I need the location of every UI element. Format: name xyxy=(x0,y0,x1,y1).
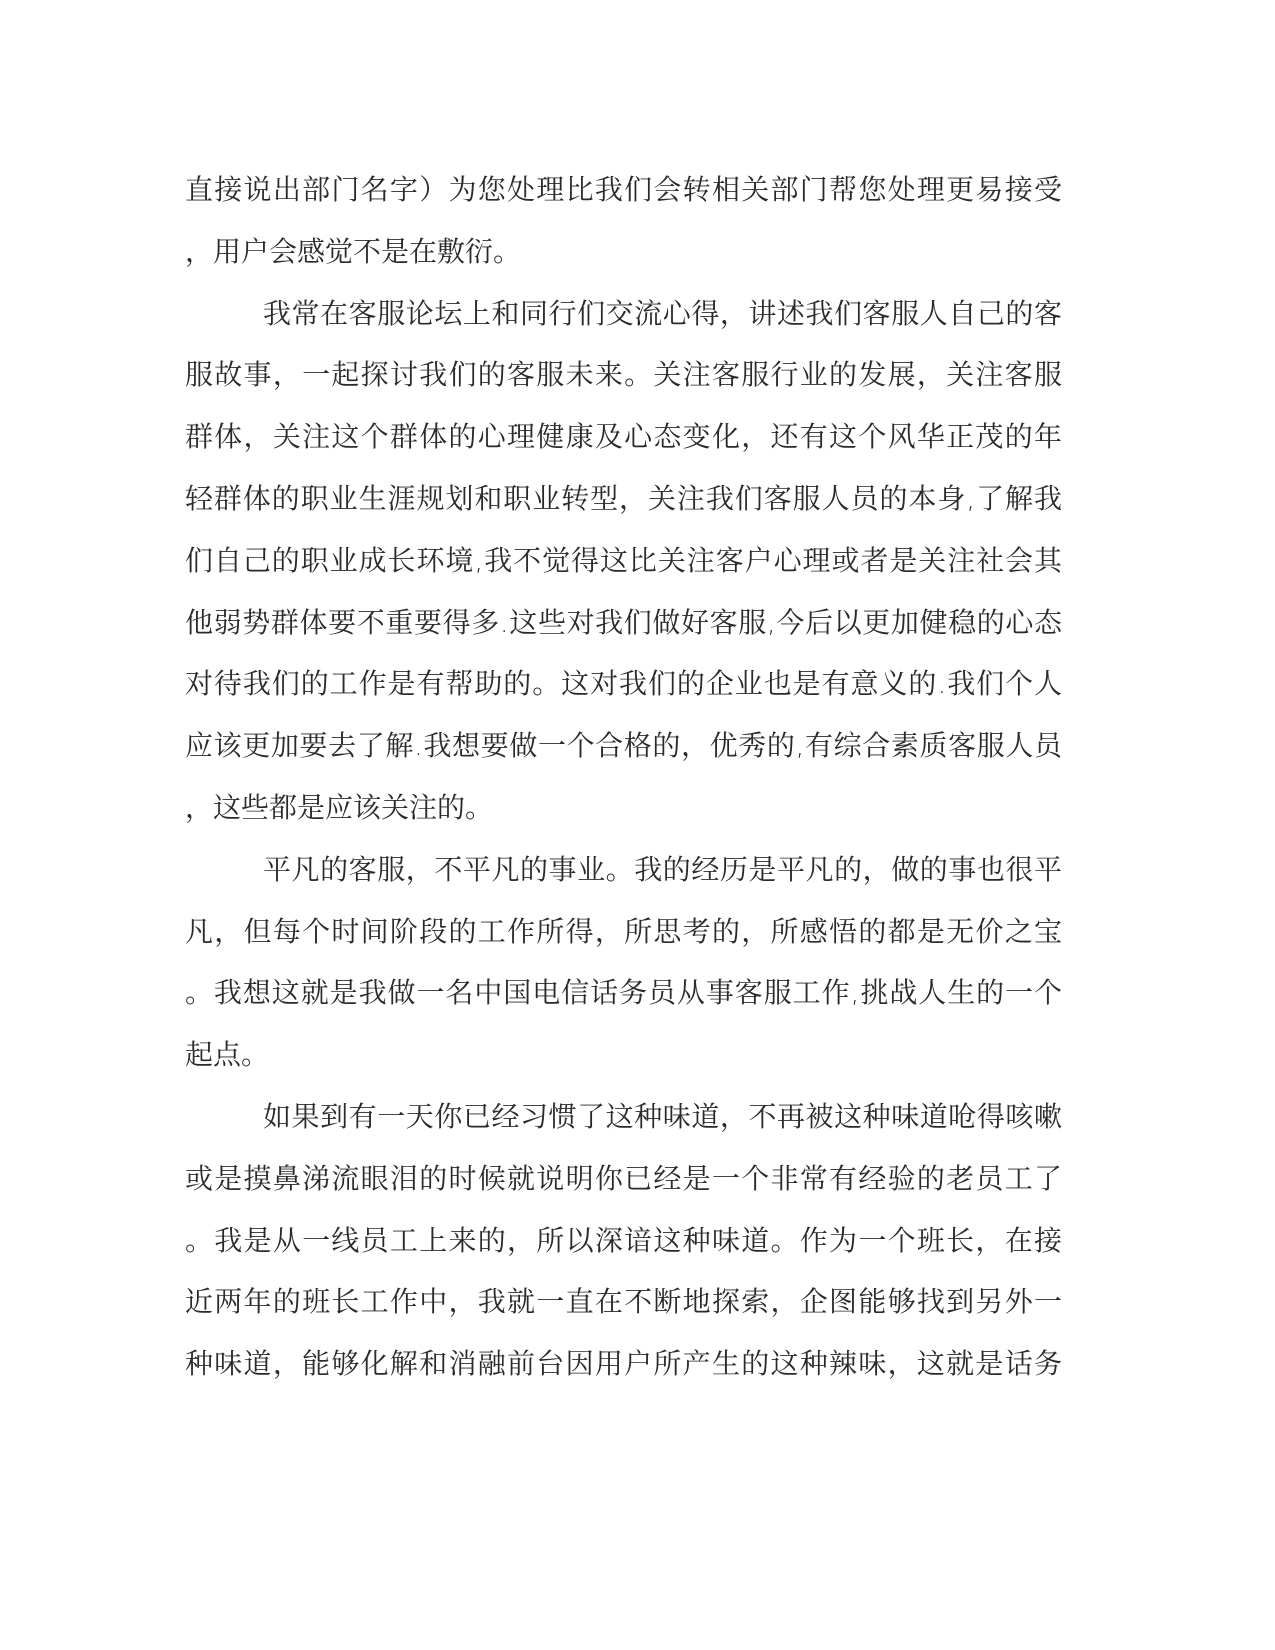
text-line: 直接说出部门名字）为您处理比我们会转相关部门帮您处理更易接受 xyxy=(185,173,1062,206)
text-line: 或是摸鼻涕流眼泪的时候就说明你已经是一个非常有经验的老员工了 xyxy=(185,1161,1062,1195)
text-line: ，这些都是应该关注的。 xyxy=(185,790,494,824)
text-line: 们自己的职业成长环境,我不觉得这比关注客户心理或者是关注社会其 xyxy=(185,543,1062,577)
text-line: 近两年的班长工作中，我就一直在不断地探索，企图能够找到另外一 xyxy=(185,1285,1062,1319)
text-line: 服故事，一起探讨我们的客服未来。关注客服行业的发展，关注客服 xyxy=(185,358,1062,392)
text-line: 我常在客服论坛上和同行们交流心得，讲述我们客服人自己的客 xyxy=(263,296,1062,330)
text-line: 。我是从一线员工上来的，所以深谙这种味道。作为一个班长，在接 xyxy=(185,1223,1062,1257)
text-line: 对待我们的工作是有帮助的。这对我们的企业也是有意义的.我们个人 xyxy=(185,667,1062,701)
paragraph xyxy=(185,283,1062,839)
text-line: 。我想这就是我做一名中国电信话务员从事客服工作,挑战人生的一个 xyxy=(185,976,1062,1010)
text-line: 凡，但每个时间阶段的工作所得，所思考的，所感悟的都是无价之宝 xyxy=(185,914,1062,948)
paragraph xyxy=(185,1086,1062,1395)
text-line: 平凡的客服，不平凡的事业。我的经历是平凡的，做的事也很平 xyxy=(263,852,1062,886)
paragraph xyxy=(185,159,1062,283)
text-line: 应该更加要去了解.我想要做一个合格的，优秀的,有综合素质客服人员 xyxy=(185,729,1062,763)
text-line: 轻群体的职业生涯规划和职业转型，关注我们客服人员的本身,了解我 xyxy=(185,481,1062,515)
text-line: 他弱势群体要不重要得多.这些对我们做好客服,今后以更加健稳的心态 xyxy=(185,605,1062,639)
text-line: ，用户会感觉不是在敷衍。 xyxy=(185,234,522,268)
text-line: 种味道，能够化解和消融前台因用户所产生的这种辣味，这就是话务 xyxy=(185,1347,1062,1381)
text-line: 群体，关注这个群体的心理健康及心态变化，还有这个风华正茂的年 xyxy=(185,420,1062,454)
paragraph xyxy=(185,839,1062,1086)
document-text-block xyxy=(185,159,1062,1395)
text-line: 起点。 xyxy=(185,1038,270,1072)
text-line: 如果到有一天你已经习惯了这种味道，不再被这种味道呛得咳嗽 xyxy=(263,1099,1062,1133)
